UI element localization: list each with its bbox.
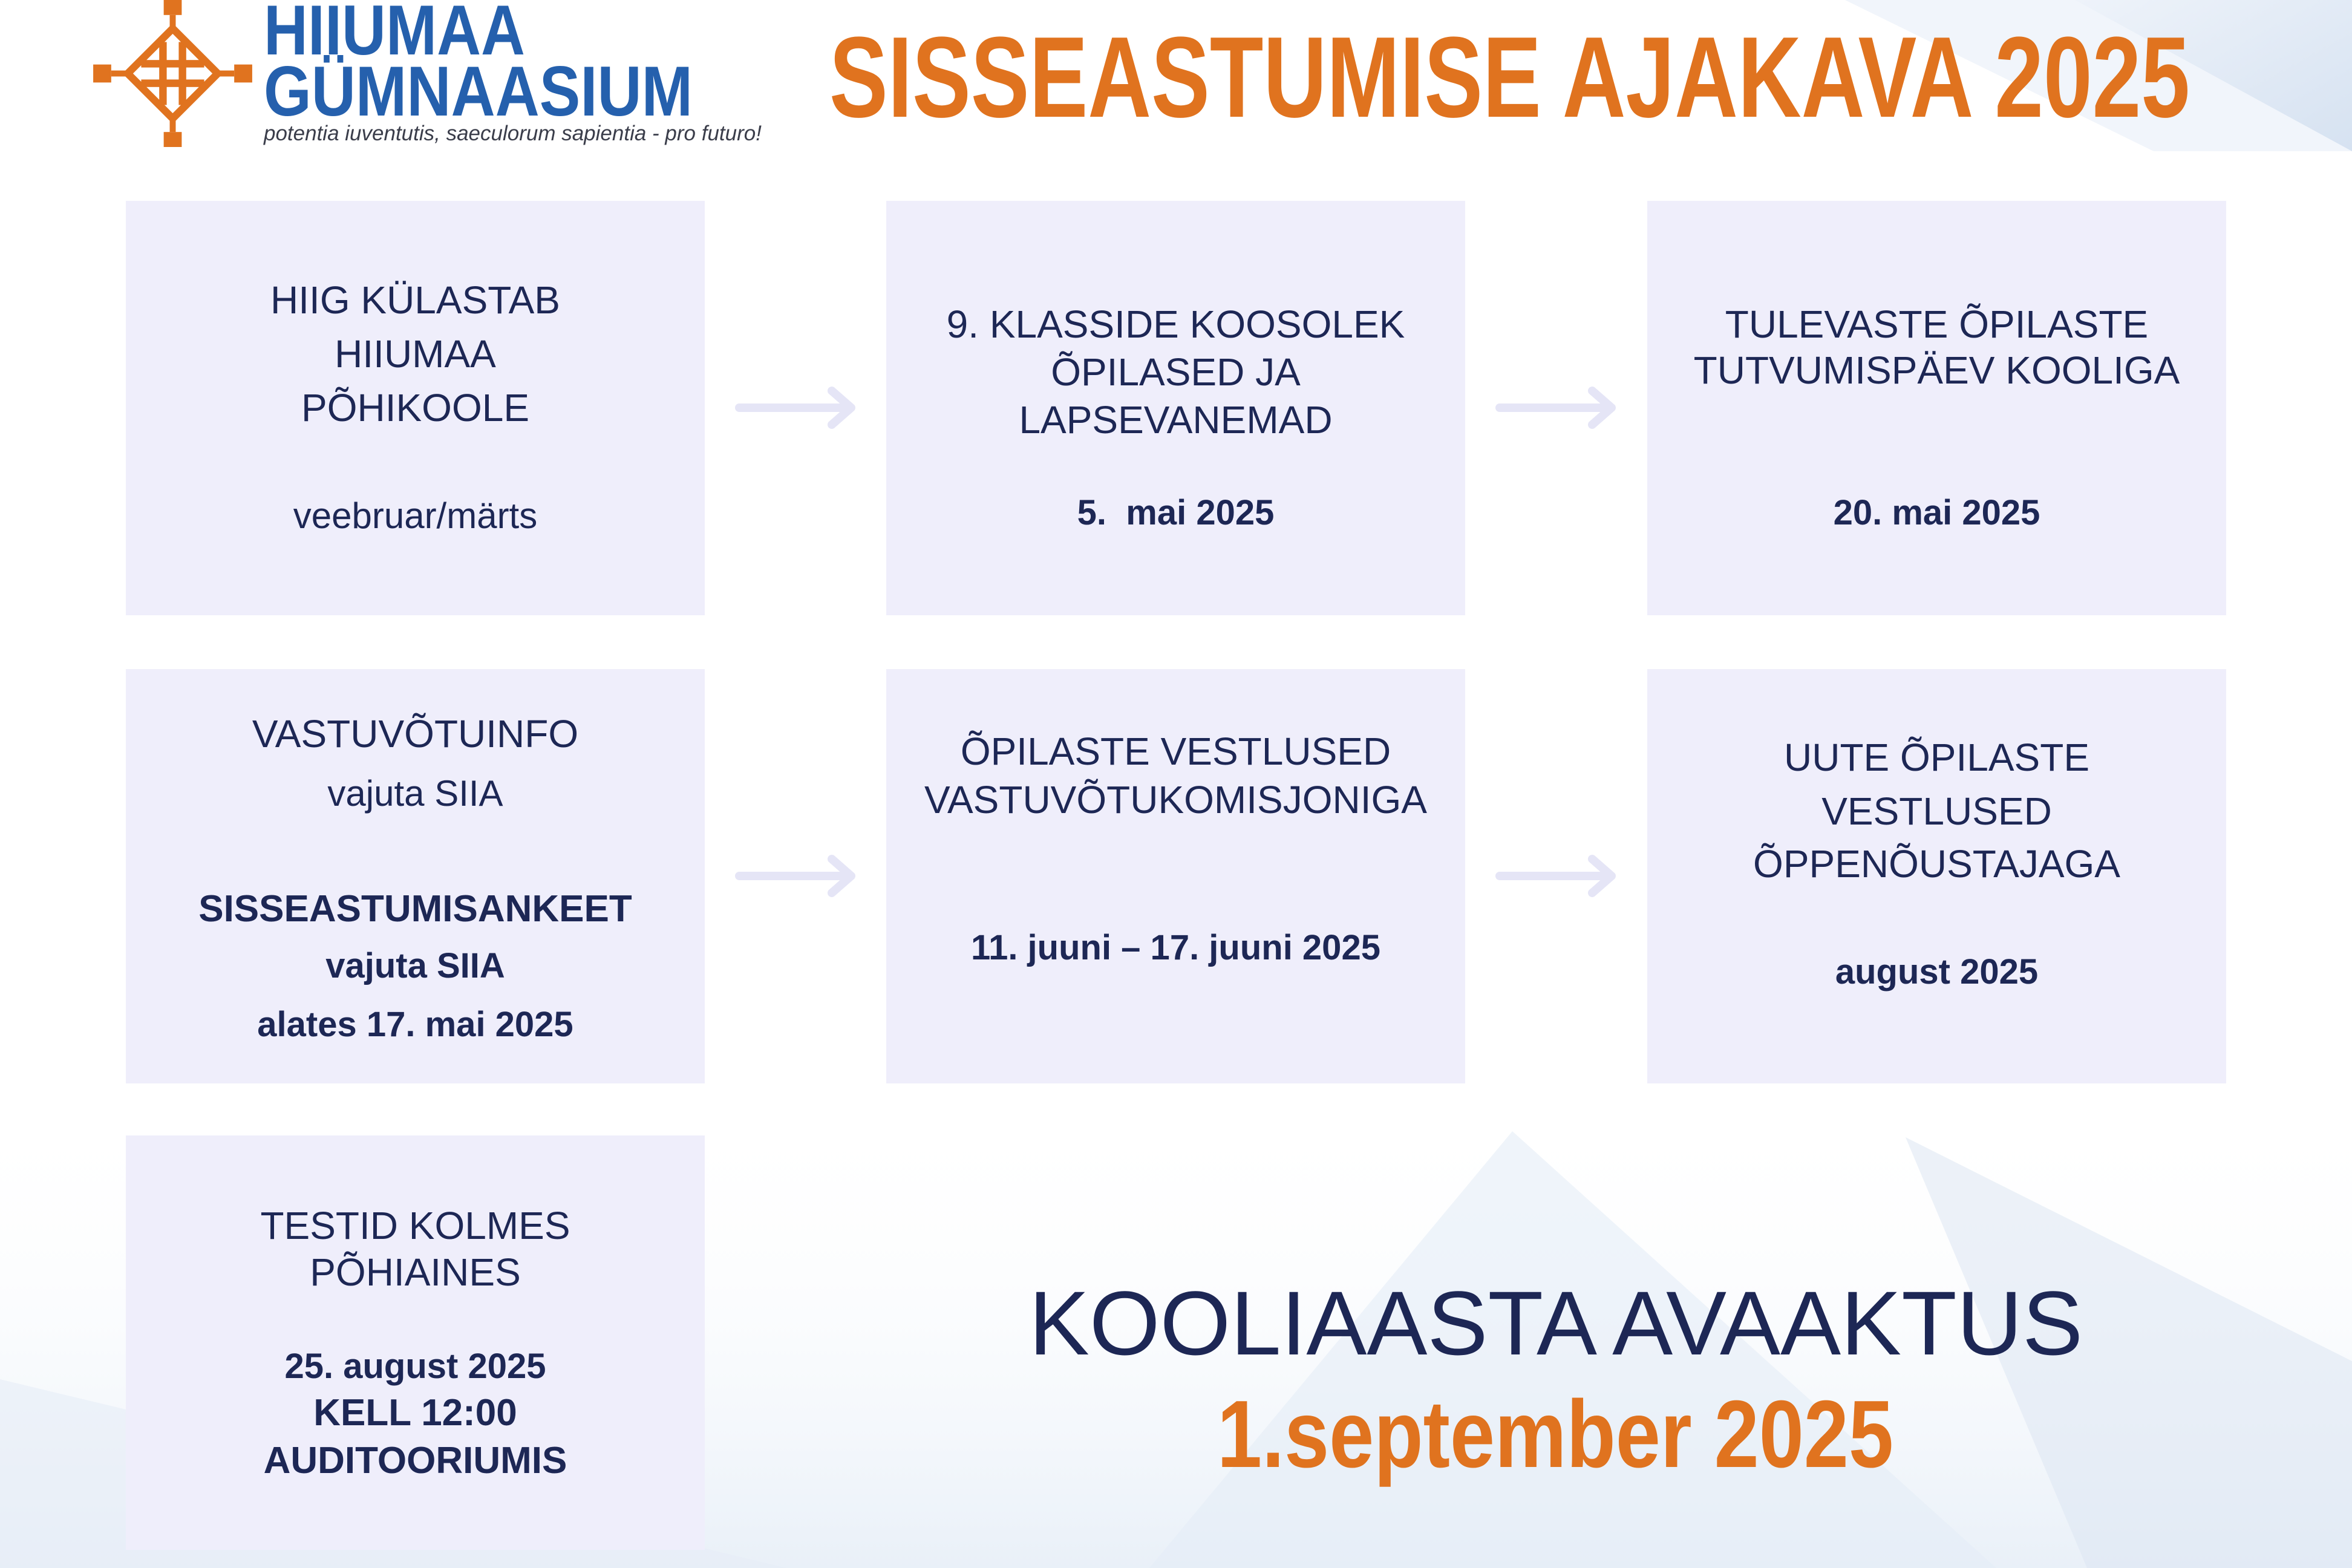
logo-line-2: GÜMNAASIUM [264, 51, 693, 121]
step-label: VESTLUSED [1821, 789, 2052, 833]
opening-ceremony-date: 1.september 2025 [1217, 1381, 1893, 1488]
step-label: ÕPILASED JA [1051, 350, 1301, 394]
step-date: veebruar/märts [293, 495, 538, 536]
step-label: UUTE ÕPILASTE [1784, 736, 2089, 779]
ornament-cross-icon [93, 0, 252, 147]
step-label: LAPSEVANEMAD [1019, 398, 1333, 442]
admission-info-label: VASTUVÕTUINFO [252, 712, 579, 756]
step-date: august 2025 [1835, 952, 2039, 991]
opening-ceremony-date-graphic [1217, 1379, 1901, 1494]
step-label: HIIG KÜLASTAB [270, 278, 560, 322]
step-date: 20. mai 2025 [1833, 493, 2040, 532]
step-time: KELL 12:00 [313, 1392, 517, 1434]
step-label: TULEVASTE ÕPILASTE [1725, 302, 2149, 346]
logo-line-1: HIIUMAA [264, 0, 525, 70]
step-place: AUDITOORIUMIS [263, 1440, 567, 1481]
arrow-right-icon [735, 854, 858, 898]
step-label: 9. KLASSIDE KOOSOLEK [946, 302, 1405, 346]
school-logo-wordmark [264, 0, 699, 121]
arrow-right-icon [1495, 385, 1618, 430]
step-date: 25. august 2025 [284, 1347, 546, 1386]
card-committee-interviews [886, 669, 1465, 1083]
step-label: PÕHIAINES [310, 1250, 521, 1294]
step-label: HIIUMAA [335, 332, 496, 376]
step-label: PÕHIKOOLE [301, 386, 529, 430]
step-label: TESTID KOLMES [260, 1204, 570, 1247]
step-date: 11. juuni – 17. juuni 2025 [971, 928, 1380, 967]
card-counselor-talks [1647, 669, 2226, 1083]
page-title-graphic [829, 0, 2197, 139]
card-entrance-tests [126, 1135, 705, 1550]
step-date: 5. mai 2025 [1077, 493, 1275, 532]
card-admission-info [126, 669, 705, 1083]
admission-info-link-row [126, 769, 705, 818]
step-label: TUTVUMISPÄEV KOOLIGA [1693, 348, 2180, 392]
arrow-right-icon [735, 385, 858, 430]
application-start-date: alates 17. mai 2025 [257, 1005, 573, 1044]
step-label: ÕPILASTE VESTLUSED [960, 730, 1391, 773]
page-title: SISSEASTUMISE AJAKAVA 2025 [829, 13, 2190, 139]
admission-info-link[interactable]: vajuta SIIA [327, 773, 503, 814]
arrow-right-icon [1495, 854, 1618, 898]
card-school-visits [126, 201, 705, 615]
application-form-link-row [126, 942, 705, 990]
opening-ceremony-title: KOOLIAASTA AVAAKTUS [1028, 1272, 2083, 1374]
application-form-link[interactable]: vajuta SIIA [325, 946, 505, 985]
step-label: ÕPPENÕUSTAJAGA [1753, 842, 2120, 886]
step-label: VASTUVÕTUKOMISJONIGA [924, 778, 1427, 822]
logo-tagline: potentia iuventutis, saeculorum sapientia - pro futuro! [264, 122, 762, 145]
application-form-label: SISSEASTUMISANKEET [198, 888, 632, 930]
card-parents-meeting [886, 201, 1465, 615]
card-open-day [1647, 201, 2226, 615]
